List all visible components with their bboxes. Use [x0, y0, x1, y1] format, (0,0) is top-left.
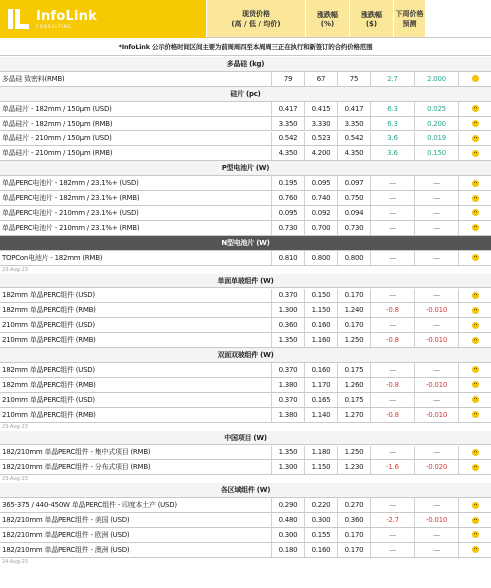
price-avg: 0.097: [338, 176, 371, 190]
change-amount: -0.010: [415, 303, 459, 317]
table-row: [0, 191, 491, 206]
price-low: 0.300: [305, 513, 338, 527]
price-high: 0.810: [272, 251, 305, 265]
product-name: 单晶PERC电池片 - 210mm / 23.1%+ (USD): [0, 206, 272, 220]
forecast-cell: [459, 378, 491, 392]
change-percent: —: [371, 191, 415, 205]
price-high: 79: [272, 72, 305, 86]
smile-face-icon: [472, 120, 479, 127]
section-title: P型电池片 (W): [0, 161, 491, 175]
price-avg: 0.417: [338, 102, 371, 116]
section-header-row: [0, 87, 491, 102]
price-avg: 0.542: [338, 132, 371, 146]
change-amount: 0.019: [415, 132, 459, 146]
change-amount: -0.010: [415, 333, 459, 347]
change-percent: -0.8: [371, 378, 415, 392]
price-low: 1.170: [305, 378, 338, 392]
change-amount: —: [415, 289, 459, 303]
price-avg: 0.175: [338, 363, 371, 377]
price-high: 0.095: [272, 206, 305, 220]
price-header-sub: (高 / 低 / 均价): [231, 19, 281, 28]
smile-face-icon: [472, 195, 479, 202]
section-header-row: [0, 431, 491, 446]
product-name: 182/210mm 单晶PERC组件 - 澳洲 (USD): [0, 543, 272, 557]
table-row: [0, 513, 491, 528]
change-percent: —: [371, 363, 415, 377]
change-percent: -0.8: [371, 333, 415, 347]
change-abs-title: 涨跌幅: [361, 10, 382, 19]
price-high: 0.730: [272, 221, 305, 235]
change-percent: —: [371, 528, 415, 542]
change-amount: -0.020: [415, 460, 459, 474]
price-avg: 0.270: [338, 498, 371, 512]
change-percent: 3.6: [371, 132, 415, 146]
table-row: [0, 543, 491, 558]
price-high: 0.370: [272, 363, 305, 377]
product-name: 182/210mm 单晶PERC组件 - 欧洲 (USD): [0, 528, 272, 542]
price-avg: 0.730: [338, 221, 371, 235]
forecast-title: 下周价格: [395, 9, 424, 18]
date-note: 23-Aug-23: [2, 423, 28, 430]
section-title: 双面双玻组件 (W): [0, 348, 491, 362]
price-high: 0.370: [272, 393, 305, 407]
price-high: 0.195: [272, 176, 305, 190]
price-low: 0.523: [305, 132, 338, 146]
price-low: 0.415: [305, 102, 338, 116]
price-high: 4.350: [272, 146, 305, 160]
price-high: 0.542: [272, 132, 305, 146]
price-avg: 0.800: [338, 251, 371, 265]
table-row: [0, 333, 491, 348]
change-percent: —: [371, 289, 415, 303]
product-name: 单晶PERC电池片 - 210mm / 23.1%+ (RMB): [0, 221, 272, 235]
section-header-row: [0, 483, 491, 498]
section-title: 硅片 (pc): [0, 87, 491, 101]
change-amount: -0.010: [415, 513, 459, 527]
section-header-row: [0, 348, 491, 363]
product-name: 182mm 单晶PERC组件 (RMB): [0, 303, 272, 317]
price-avg: 0.170: [338, 528, 371, 542]
change-percent: —: [371, 446, 415, 460]
forecast-cell: [459, 221, 491, 235]
table-row: [0, 221, 491, 236]
change-amount: —: [415, 498, 459, 512]
price-low: 1.160: [305, 333, 338, 347]
disclaimer: *InfoLink 公示价格时间区间主要为前周周四至本周周三正在执行和新签订的合约价格范围: [0, 38, 491, 56]
product-name: 单晶硅片 - 210mm / 150μm (USD): [0, 132, 272, 146]
product-name: 210mm 单晶PERC组件 (USD): [0, 318, 272, 332]
price-high: 0.480: [272, 513, 305, 527]
smile-face-icon: [472, 292, 479, 299]
date-note: 24-Aug-23: [2, 558, 28, 565]
product-name: 182mm 单晶PERC组件 (RMB): [0, 378, 272, 392]
table-row: [0, 72, 491, 87]
product-name: 单晶硅片 - 182mm / 150μm (RMB): [0, 117, 272, 131]
change-percent: 2.7: [371, 72, 415, 86]
forecast-cell: [459, 333, 491, 347]
forecast-cell: [459, 318, 491, 332]
price-low: 0.095: [305, 176, 338, 190]
price-high: 0.290: [272, 498, 305, 512]
table-row: [0, 363, 491, 378]
price-high: 3.350: [272, 117, 305, 131]
price-low: 67: [305, 72, 338, 86]
price-low: 0.800: [305, 251, 338, 265]
price-avg: 1.240: [338, 303, 371, 317]
price-avg: 1.230: [338, 460, 371, 474]
change-amount: -0.010: [415, 408, 459, 422]
change-amount: —: [415, 318, 459, 332]
forecast-cell: [459, 176, 491, 190]
smile-face-icon: [472, 396, 479, 403]
change-amount: 0.025: [415, 102, 459, 116]
smile-face-icon: [472, 105, 479, 112]
price-high: 1.300: [272, 303, 305, 317]
change-pct-sub: (%): [320, 19, 335, 28]
change-abs-sub: ($): [365, 19, 378, 28]
price-low: 0.092: [305, 206, 338, 220]
price-low: 1.140: [305, 408, 338, 422]
table-row: [0, 446, 491, 461]
forecast-cell: [459, 191, 491, 205]
brand-name: InfoLink: [36, 9, 97, 24]
table-row: [0, 206, 491, 221]
section-title: 各区域组件 (W): [0, 483, 491, 497]
product-name: 单晶硅片 - 210mm / 150μm (RMB): [0, 146, 272, 160]
forecast-cell: [459, 206, 491, 220]
price-high: 0.300: [272, 528, 305, 542]
price-avg: 1.250: [338, 446, 371, 460]
price-high: 1.380: [272, 378, 305, 392]
forecast-cell: [459, 146, 491, 160]
price-avg: 0.360: [338, 513, 371, 527]
table-row: [0, 176, 491, 191]
date-note: 23-Aug-23: [2, 476, 28, 483]
change-percent: -0.8: [371, 408, 415, 422]
table-row: [0, 378, 491, 393]
table-row: [0, 318, 491, 333]
price-avg: 0.170: [338, 318, 371, 332]
change-percent: —: [371, 251, 415, 265]
price-high: 1.350: [272, 446, 305, 460]
date-note: 23-Aug-23: [2, 266, 28, 273]
product-name: TOPCon电池片 - 182mm (RMB): [0, 251, 272, 265]
price-low: 0.150: [305, 289, 338, 303]
price-avg: 3.350: [338, 117, 371, 131]
section-header-row: [0, 57, 491, 72]
price-high: 0.760: [272, 191, 305, 205]
price-low: 0.160: [305, 318, 338, 332]
forecast-sub: 预测: [402, 19, 417, 28]
change-percent: —: [371, 176, 415, 190]
price-low: 0.155: [305, 528, 338, 542]
change-amount: —: [415, 206, 459, 220]
smile-face-icon: [472, 366, 479, 373]
smile-face-icon: [472, 337, 479, 344]
table-row: [0, 303, 491, 318]
smile-face-icon: [472, 150, 479, 157]
forecast-cell: [459, 528, 491, 542]
product-name: 182mm 单晶PERC组件 (USD): [0, 289, 272, 303]
change-percent: 3.6: [371, 146, 415, 160]
product-name: 182/210mm 单晶PERC组件 - 美国 (USD): [0, 513, 272, 527]
smile-face-icon: [472, 546, 479, 553]
price-avg: 0.170: [338, 289, 371, 303]
smile-face-icon: [472, 209, 479, 216]
section-header-row: [0, 274, 491, 289]
smile-face-icon: [472, 135, 479, 142]
change-percent: -2.7: [371, 513, 415, 527]
product-name: 182/210mm 单晶PERC组件 - 集中式项目 (RMB): [0, 446, 272, 460]
change-amount: —: [415, 543, 459, 557]
change-amount: —: [415, 221, 459, 235]
section-title: 单面单玻组件 (W): [0, 274, 491, 288]
table-row: [0, 528, 491, 543]
price-avg: 1.260: [338, 378, 371, 392]
smile-face-icon: [472, 381, 479, 388]
product-name: 182mm 单晶PERC组件 (USD): [0, 363, 272, 377]
section-title: 多晶硅 (kg): [0, 57, 491, 71]
price-low: 1.150: [305, 460, 338, 474]
change-percent: —: [371, 393, 415, 407]
product-name: 210mm 单晶PERC组件 (USD): [0, 393, 272, 407]
forecast-cell: [459, 72, 491, 86]
smile-face-icon: [472, 464, 479, 471]
forecast-cell: [459, 446, 491, 460]
smile-face-icon: [472, 322, 479, 329]
change-amount: -0.010: [415, 378, 459, 392]
price-low: 0.700: [305, 221, 338, 235]
forecast-cell: [459, 393, 491, 407]
change-percent: —: [371, 206, 415, 220]
product-name: 多晶硅 致密料(RMB): [0, 72, 272, 86]
section-header-row: [0, 236, 491, 251]
product-name: 182/210mm 单晶PERC组件 - 分布式项目 (RMB): [0, 460, 272, 474]
smile-face-icon: [472, 411, 479, 418]
change-amount: —: [415, 191, 459, 205]
smile-face-icon: [472, 307, 479, 314]
price-avg: 1.270: [338, 408, 371, 422]
change-amount: —: [415, 176, 459, 190]
smile-face-icon: [472, 502, 479, 509]
price-low: 0.740: [305, 191, 338, 205]
smile-face-icon: [472, 180, 479, 187]
price-high: 0.417: [272, 102, 305, 116]
table-row: [0, 146, 491, 161]
price-high: 0.370: [272, 289, 305, 303]
change-percent: —: [371, 318, 415, 332]
table-row: [0, 251, 491, 266]
product-name: 210mm 单晶PERC组件 (RMB): [0, 333, 272, 347]
section-title: N型电池片 (W): [0, 236, 491, 250]
table-row: [0, 102, 491, 117]
price-low: 1.150: [305, 303, 338, 317]
product-name: 单晶PERC电池片 - 182mm / 23.1%+ (USD): [0, 176, 272, 190]
smile-face-icon: [472, 531, 479, 538]
forecast-cell: [459, 513, 491, 527]
neutral-face-icon: [472, 75, 479, 82]
smile-face-icon: [472, 254, 479, 261]
price-avg: 1.250: [338, 333, 371, 347]
table-row: [0, 132, 491, 147]
smile-face-icon: [472, 224, 479, 231]
price-header-title: 现货价格: [242, 9, 270, 18]
change-percent: —: [371, 543, 415, 557]
forecast-cell: [459, 498, 491, 512]
forecast-cell: [459, 132, 491, 146]
product-name: 210mm 单晶PERC组件 (RMB): [0, 408, 272, 422]
forecast-cell: [459, 102, 491, 116]
section-title: 中国项目 (W): [0, 431, 491, 445]
price-low: 4.200: [305, 146, 338, 160]
table-row: [0, 408, 491, 423]
change-pct-title: 涨跌幅: [317, 10, 338, 19]
price-high: 1.300: [272, 460, 305, 474]
table-row: [0, 289, 491, 304]
table-row: [0, 117, 491, 132]
change-amount: 0.150: [415, 146, 459, 160]
change-amount: —: [415, 251, 459, 265]
price-low: 0.220: [305, 498, 338, 512]
change-amount: —: [415, 446, 459, 460]
price-low: 0.160: [305, 363, 338, 377]
change-percent: 6.3: [371, 102, 415, 116]
section-header-row: [0, 161, 491, 176]
change-percent: —: [371, 221, 415, 235]
forecast-cell: [459, 251, 491, 265]
product-name: 单晶PERC电池片 - 182mm / 23.1%+ (RMB): [0, 191, 272, 205]
change-percent: -0.8: [371, 303, 415, 317]
forecast-cell: [459, 460, 491, 474]
price-high: 1.350: [272, 333, 305, 347]
change-amount: —: [415, 393, 459, 407]
price-low: 3.330: [305, 117, 338, 131]
smile-face-icon: [472, 517, 479, 524]
product-name: 365-375 / 440-450W 单晶PERC组件 - 印度本土产 (USD): [0, 498, 272, 512]
table-row: [0, 460, 491, 475]
price-high: 0.180: [272, 543, 305, 557]
price-low: 1.180: [305, 446, 338, 460]
change-percent: -1.6: [371, 460, 415, 474]
price-avg: 4.350: [338, 146, 371, 160]
price-low: 0.165: [305, 393, 338, 407]
table-row: [0, 498, 491, 513]
change-amount: —: [415, 528, 459, 542]
smile-face-icon: [472, 449, 479, 456]
change-percent: —: [371, 498, 415, 512]
forecast-cell: [459, 289, 491, 303]
price-avg: 0.750: [338, 191, 371, 205]
forecast-cell: [459, 363, 491, 377]
price-avg: 0.175: [338, 393, 371, 407]
forecast-cell: [459, 117, 491, 131]
price-high: 0.360: [272, 318, 305, 332]
forecast-cell: [459, 543, 491, 557]
product-name: 单晶硅片 - 182mm / 150μm (USD): [0, 102, 272, 116]
change-amount: 2.000: [415, 72, 459, 86]
change-amount: 0.200: [415, 117, 459, 131]
brand-subtitle: CONSULTING: [36, 24, 72, 29]
price-avg: 75: [338, 72, 371, 86]
change-percent: 6.3: [371, 117, 415, 131]
price-avg: 0.170: [338, 543, 371, 557]
price-high: 1.380: [272, 408, 305, 422]
price-low: 0.160: [305, 543, 338, 557]
price-avg: 0.094: [338, 206, 371, 220]
forecast-cell: [459, 408, 491, 422]
change-amount: —: [415, 363, 459, 377]
table-row: [0, 393, 491, 408]
forecast-cell: [459, 303, 491, 317]
